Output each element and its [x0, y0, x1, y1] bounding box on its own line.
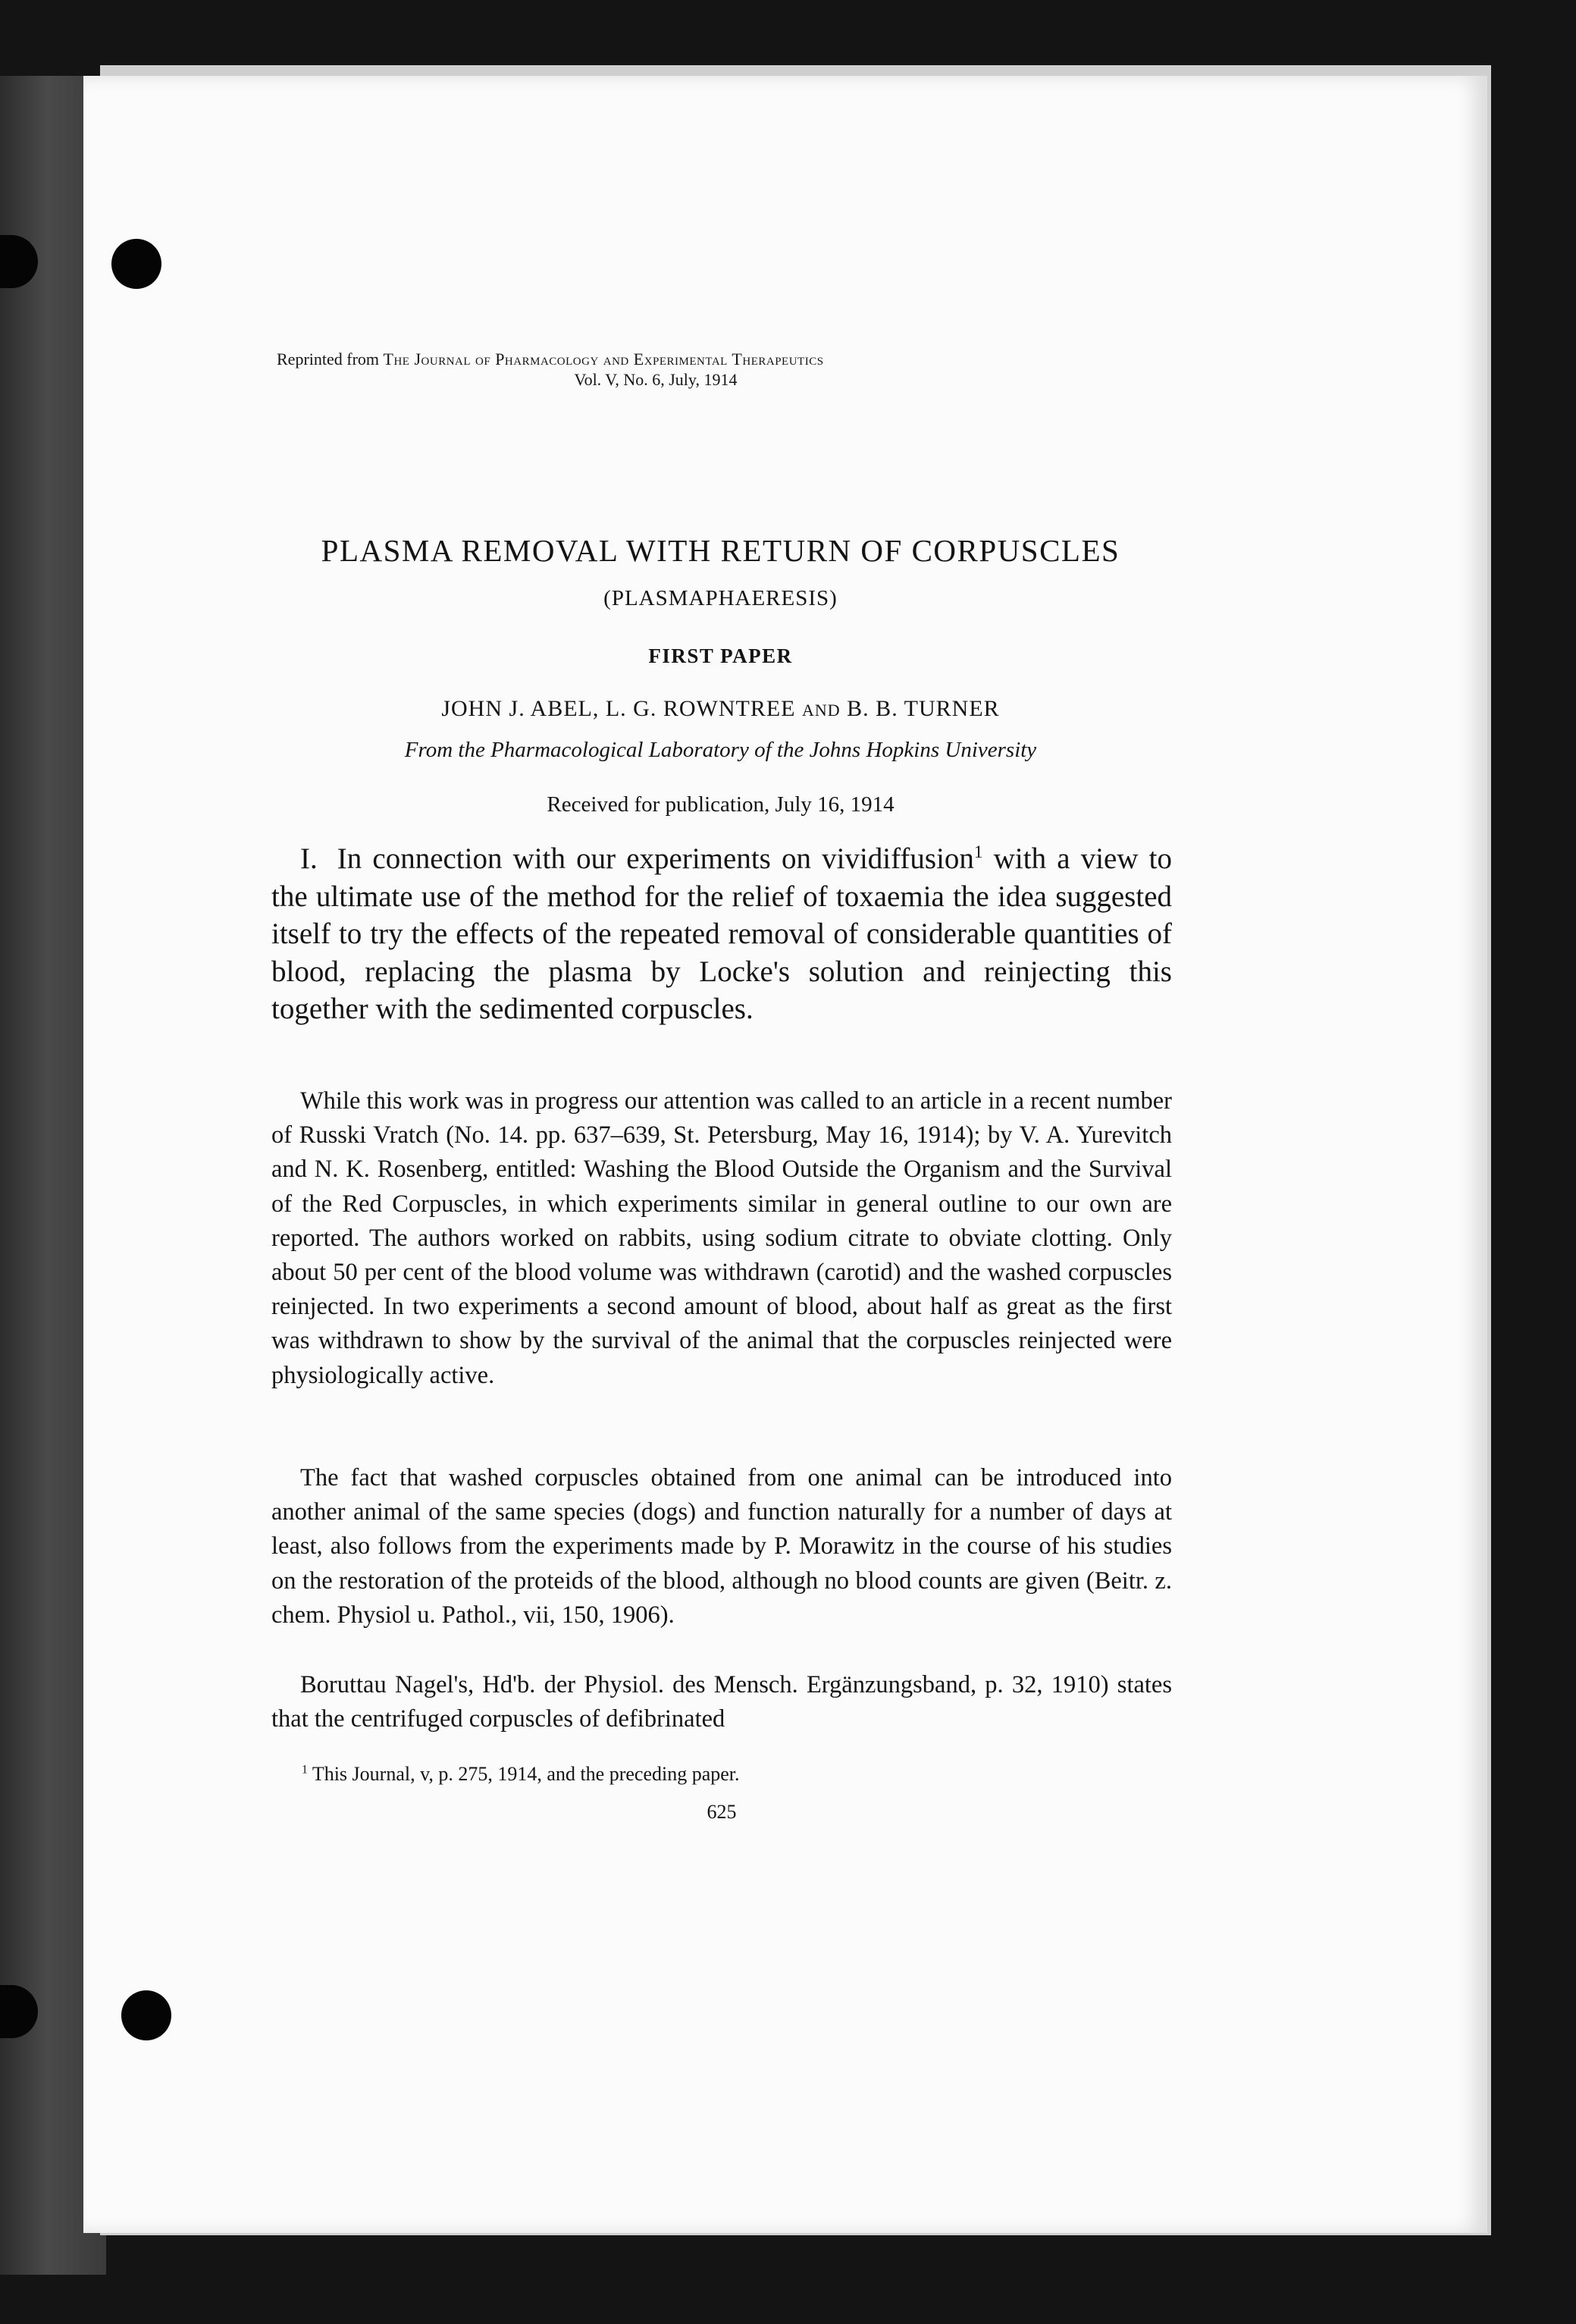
footnote-ref: 1: [973, 842, 983, 862]
footnote-text: This Journal, v, p. 275, 1914, and the preceding paper.: [307, 1763, 740, 1785]
journal-name: The Journal of Pharmacology and Experimental Therapeutics: [383, 350, 824, 369]
affiliation: From the Pharmacological Laboratory of the Johns Hopkins University: [404, 738, 1037, 762]
section-number: I.: [300, 842, 318, 875]
punch-hole-bottom: [121, 1990, 171, 2040]
volume-line: Vol. V, No. 6, July, 1914: [574, 370, 738, 390]
authors-and: AND: [802, 701, 841, 720]
intro-text-b: with a view to the ultimate use of the method for the relief of toxaemia the idea suggested itself to try the effects of the repeated removal of considerable quantities of blood, replacing the plasma by Locke's solution and reinjecting this together with the sedimented corpuscles.: [271, 842, 1172, 1025]
received-date: Received for publication, July 16, 1914: [547, 792, 895, 817]
body-paragraph-1: While this work was in progress our attention was called to an article in a recent number of Russki Vratch (No. 14. pp. 637–639, St. Petersburg, May 16, 1914); by V. A. Yurevitch and N. K. Rosenberg, entitled: Washing the Blood Outside the Organism and the Survival of the Red Corpuscles, in which experiments similar in general outline to our own are reported. The authors worked on rabbits, using sodium citrate to obviate clotting. Only about 50 per cent of the blood volume was withdrawn (carotid) and the washed corpuscles reinjected. In two experiments a second amount of blood, about half as great as the first was withdrawn to show by the survival of the animal that the corpuscles reinjected were physiologically active.: [271, 1087, 1172, 1389]
intro-text-a: In connection with our experiments on vividiffusion: [337, 842, 974, 875]
paper-label: FIRST PAPER: [648, 645, 793, 667]
body-paragraph-3: Boruttau Nagel's, Hd'b. der Physiol. des Mensch. Ergänzungsband, p. 32, 1910) states that the centrifuged corpuscles of defibrinated: [271, 1671, 1172, 1733]
authors-part2: B. B. TURNER: [847, 696, 1000, 721]
article-subtitle: (PLASMAPHAERESIS): [603, 586, 838, 610]
body-paragraph-2: The fact that washed corpuscles obtained from one animal can be introduced into another animal of the same species (dogs) and function naturally for a number of days at least, also follows from the experiments made by P. Morawitz in the course of his studies on the restoration of the proteids of the blood, although no blood counts are given (Beitr. z. chem. Physiol u. Pathol., vii, 150, 1906).: [271, 1464, 1172, 1629]
reprint-prefix: Reprinted from: [277, 350, 380, 369]
authors-part1: JOHN J. ABEL, L. G. ROWNTREE: [441, 696, 796, 721]
page-number: 625: [707, 1801, 737, 1823]
article-title: PLASMA REMOVAL WITH RETURN OF CORPUSCLES: [321, 533, 1120, 568]
punch-hole-top: [111, 239, 161, 289]
footnote-marker: 1: [302, 1763, 308, 1777]
reprint-notice: [277, 350, 1035, 388]
intro-paragraph: [271, 840, 1172, 1028]
authors: [271, 696, 1170, 722]
footnote: [271, 1763, 1172, 1786]
